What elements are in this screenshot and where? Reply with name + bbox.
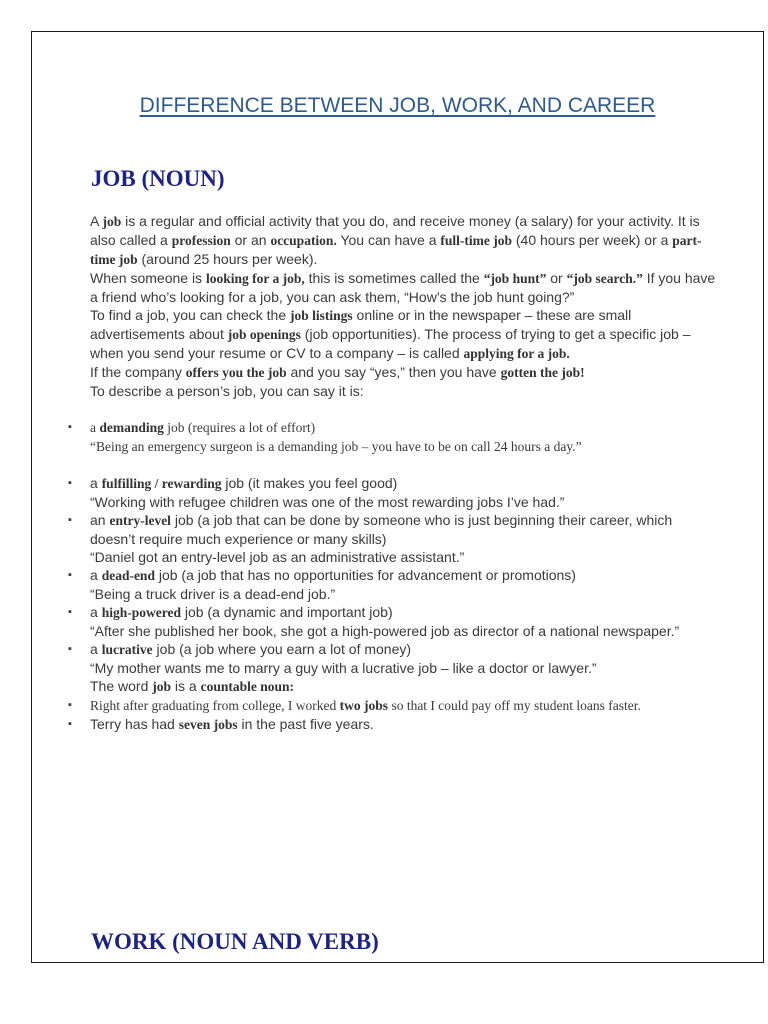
- section-heading-job: JOB (NOUN): [91, 166, 225, 191]
- paragraph-job-definition: A job is a regular and official activity that you do, and receive money (a salary) for your activity. It is also called a profession or an occupation. You can have a full-time job (40 hours per week) or a part-time job (around 25 hours per week).: [90, 213, 702, 267]
- bullet-icon: ▪: [68, 699, 72, 711]
- example-quote: “My mother wants me to marry a guy with a lucrative job – like a doctor or lawyer.”: [90, 660, 597, 676]
- bullet-icon: ▪: [68, 643, 72, 655]
- bullet-icon: ▪: [68, 606, 72, 618]
- document-title: DIFFERENCE BETWEEN JOB, WORK, AND CAREER: [139, 94, 656, 117]
- list-item: ▪ a lucrative job (a job where you earn a lot of money) “My mother wants me to marry a guy with a lucrative job – like a doctor or lawyer.” The word job is a countable noun:: [68, 641, 597, 694]
- section-heading-work: WORK (NOUN AND VERB): [91, 929, 379, 954]
- example-quote: “Daniel got an entry-level job as an administrative assistant.”: [90, 549, 465, 565]
- job-adjectives-list: [68, 418, 720, 734]
- list-item: ▪ a dead-end job (a job that has no opportunities for advancement or promotions) “Being a truck driver is a dead-end job.”: [68, 567, 576, 602]
- bullet-icon: ▪: [68, 569, 72, 581]
- bullet-icon: ▪: [68, 421, 72, 433]
- job-section-body: [68, 212, 720, 734]
- list-item: ▪ Terry has had seven jobs in the past five years.: [68, 716, 374, 732]
- countable-note: The word job is a countable noun:: [90, 678, 294, 694]
- paragraph-job-listings: To find a job, you can check the job listings online or in the newspaper – these are small advertisements about job openings (job opportunities). The process of trying to get a specific job – when you send your resume or CV to a company – is called applying for a job.: [90, 307, 691, 361]
- example-quote: “Being a truck driver is a dead-end job.”: [90, 586, 336, 602]
- bullet-icon: ▪: [68, 477, 72, 489]
- paragraph-job-hunt: When someone is looking for a job, this is sometimes called the “job hunt” or “job search.” If you have a friend who’s looking for a job, you can ask them, “How’s the job hunt going?”: [90, 270, 716, 305]
- list-item: ▪ Right after graduating from college, I worked two jobs so that I could pay off my student loans faster.: [68, 698, 641, 713]
- document-page: [31, 31, 764, 963]
- example-quote: “Being an emergency surgeon is a demanding job – you have to be on call 24 hours a day.”: [90, 439, 582, 454]
- example-quote: “Working with refugee children was one of the most rewarding jobs I’ve had.”: [90, 494, 565, 510]
- example-quote: “After she published her book, she got a high-powered job as director of a national newspaper.”: [90, 623, 680, 639]
- bullet-icon: ▪: [68, 718, 72, 730]
- paragraph-describe-job: To describe a person’s job, you can say it is:: [90, 383, 364, 399]
- list-item: ▪ a fulfilling / rewarding job (it makes you feel good) “Working with refugee children was one of the most rewarding jobs I’ve had.”: [68, 475, 565, 510]
- list-item: ▪ a demanding job (requires a lot of effort) “Being an emergency surgeon is a demanding job – you have to be on call 24 hours a day.”: [68, 420, 582, 454]
- list-item: ▪ a high-powered job (a dynamic and important job) “After she published her book, she got a high-powered job as director of a national newspaper.”: [68, 604, 680, 639]
- paragraph-job-offer: If the company offers you the job and you say “yes,” then you have gotten the job!: [90, 364, 585, 380]
- list-item: ▪ an entry-level job (a job that can be done by someone who is just beginning their career, which doesn’t require much experience or many skills) “Daniel got an entry-level job as an administrative assistant.”: [68, 512, 673, 565]
- bullet-icon: ▪: [68, 514, 72, 526]
